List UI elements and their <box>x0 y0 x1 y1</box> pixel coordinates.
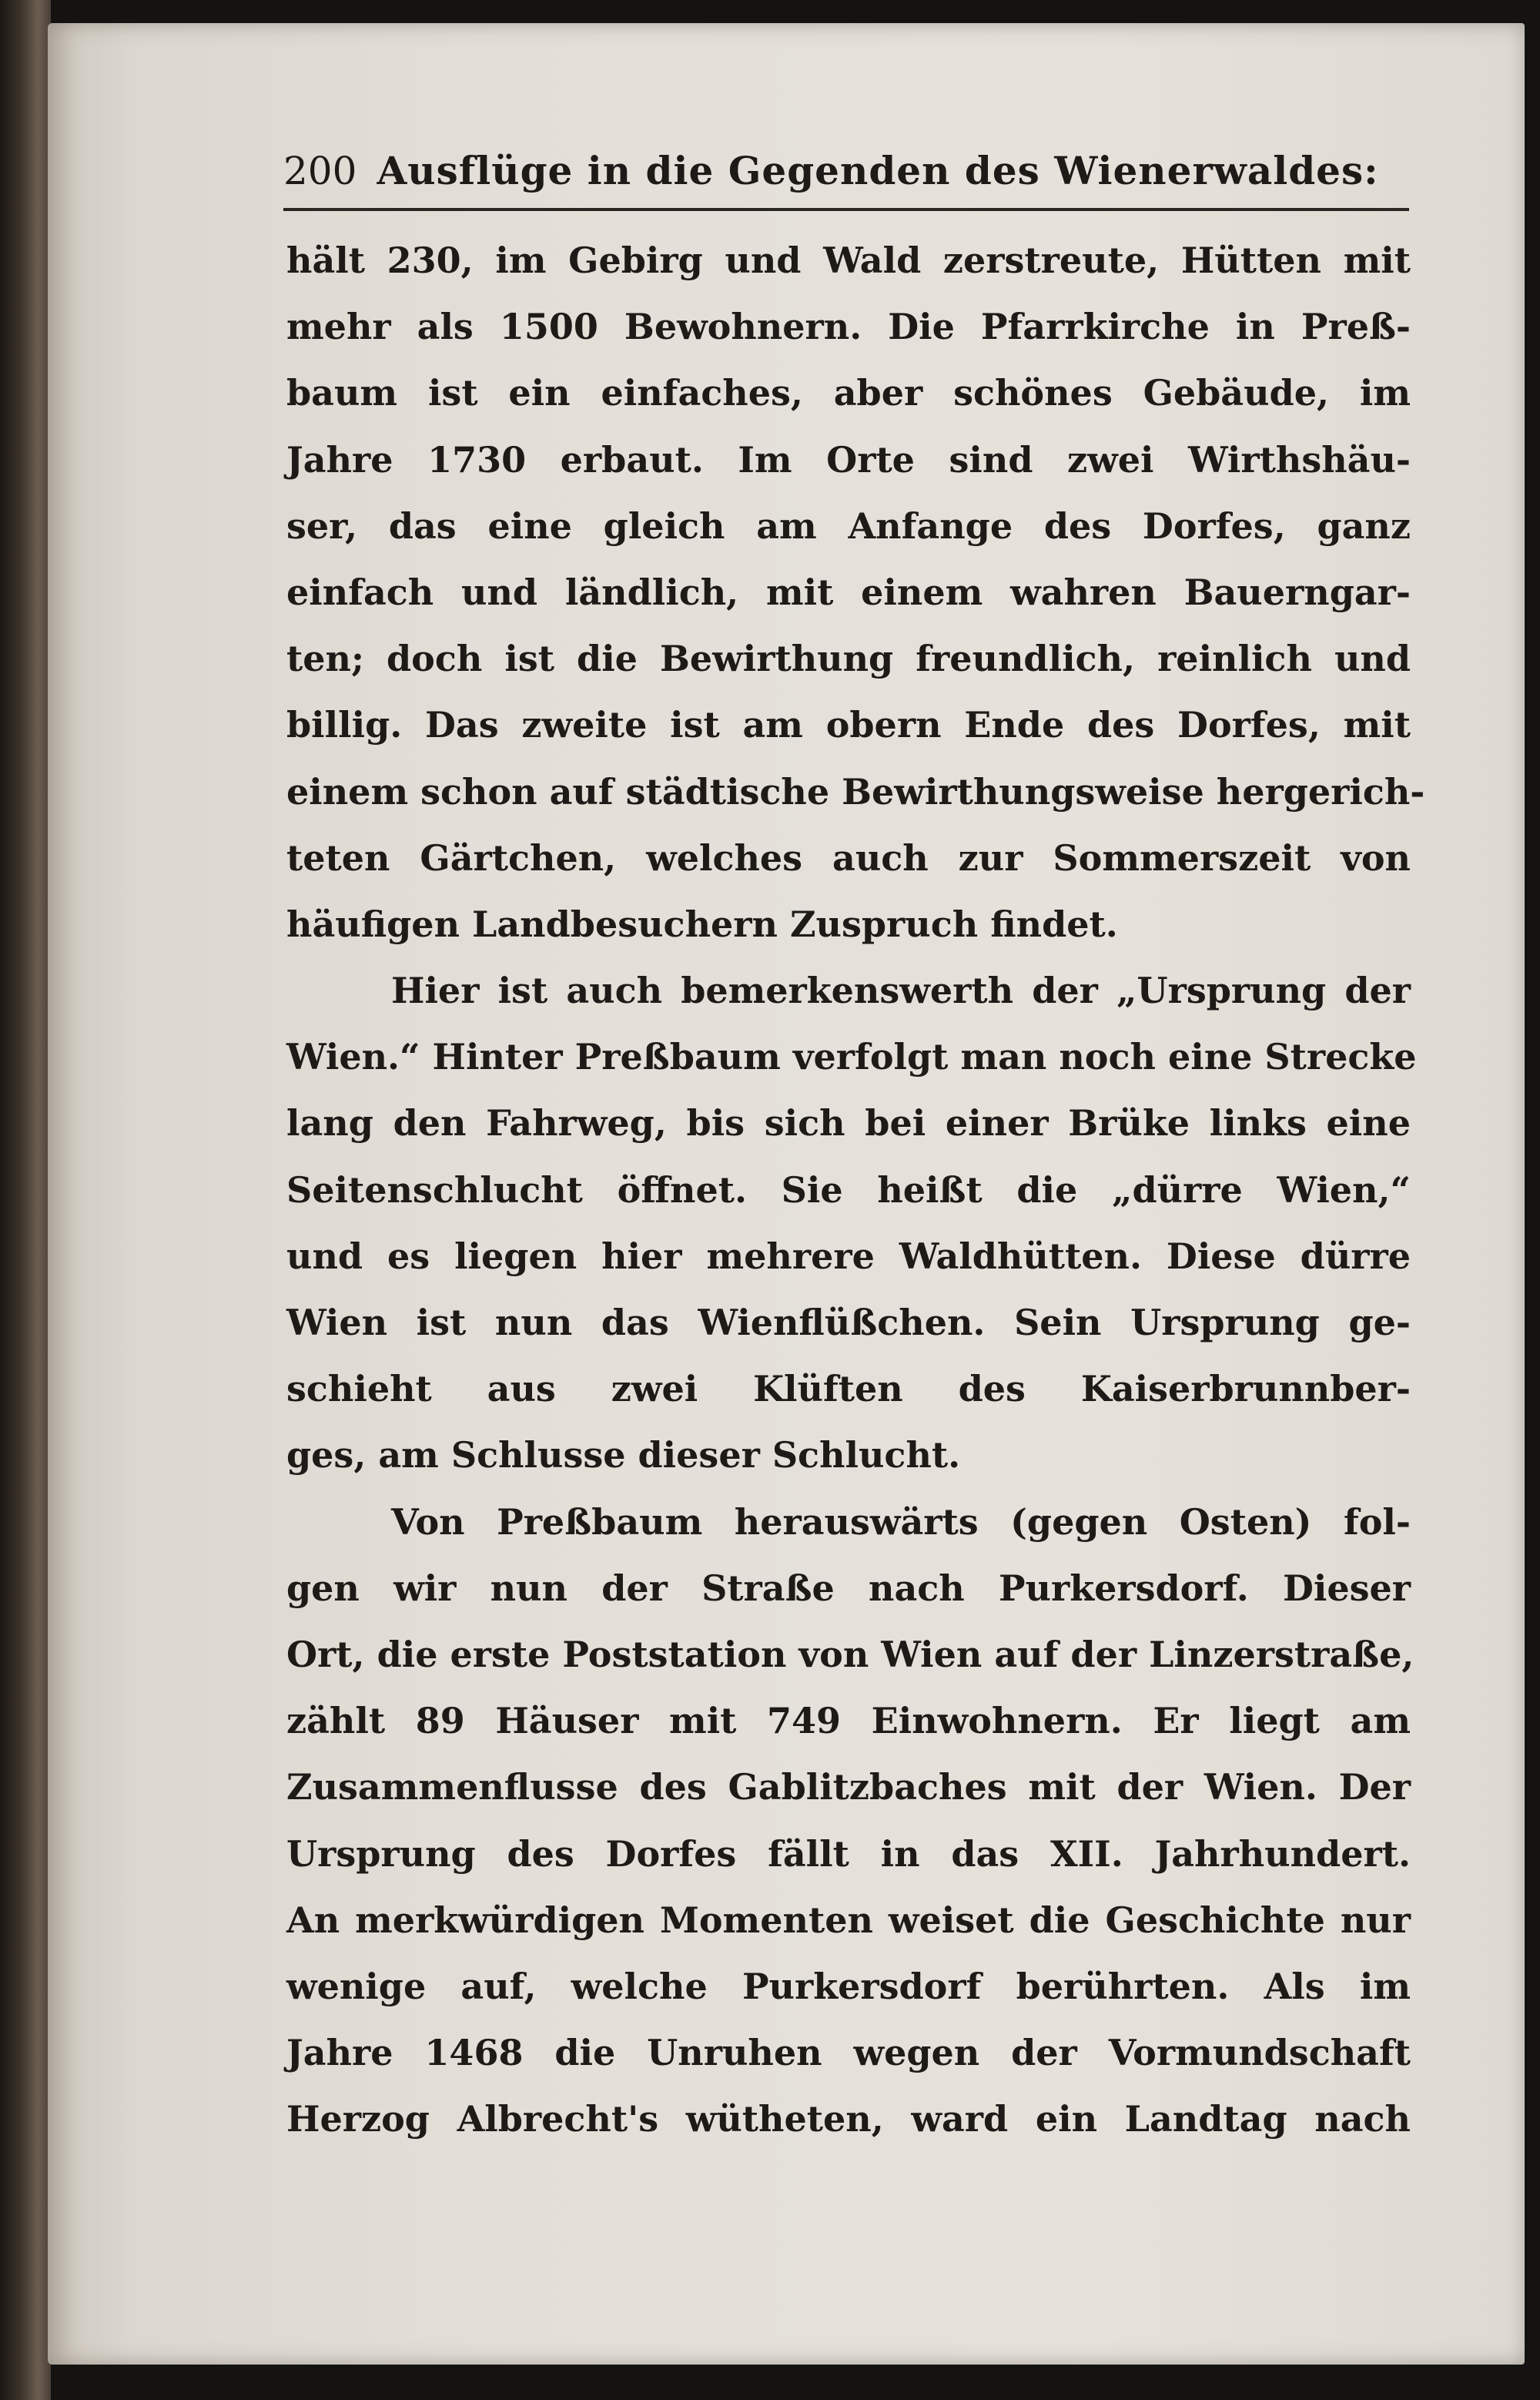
text-line: ges, am Schlusse dieser Schlucht. <box>286 1434 961 1477</box>
book-spine-edge <box>0 0 51 2400</box>
text-line: Seitenschlucht öffnet. Sie heißt die „dürre Wien,“ <box>286 1168 1411 1211</box>
text-line: zählt 89 Häuser mit 749 Einwohnern. Er liegt am <box>286 1700 1411 1742</box>
text-line: wenige auf, welche Purkersdorf berührten. Als im <box>286 1965 1411 2007</box>
text-line: Herzog Albrecht's wütheten, ward ein Landtag nach <box>286 2098 1411 2140</box>
text-line: teten Gärtchen, welches auch zur Sommerszeit von <box>286 836 1411 879</box>
text-line: Jahre 1468 die Unruhen wegen der Vormundschaft <box>286 2032 1411 2074</box>
body-text <box>286 227 1425 2152</box>
text-line: Wien ist nun das Wienflüßchen. Sein Ursprung ge- <box>286 1302 1411 1343</box>
text-line: baum ist ein einfaches, aber schönes Gebäude, im <box>286 372 1411 414</box>
text-line: Hier ist auch bemerkenswerth der „Ursprung der <box>391 970 1411 1012</box>
text-line: hält 230, im Gebirg und Wald zerstreute, Hütten mit <box>286 240 1411 281</box>
text-line: einfach und ländlich, mit einem wahren Bauerngar- <box>286 571 1411 613</box>
text-line: Ursprung des Dorfes fällt in das XII. Jahrhundert. <box>286 1832 1411 1875</box>
text-line: gen wir nun der Straße nach Purkersdorf. Dieser <box>286 1567 1411 1609</box>
text-line: schieht aus zwei Klüften des Kaiserbrunnber- <box>286 1368 1411 1410</box>
text-line: lang den Fahrweg, bis sich bei einer Brüke links eine <box>286 1102 1411 1145</box>
text-line: Ort, die erste Poststation von Wien auf der Linzerstraße, <box>286 1633 1414 1675</box>
running-header <box>283 148 1408 202</box>
text-line: Wien.“ Hinter Preßbaum verfolgt man noch eine Strecke <box>286 1036 1417 1078</box>
text-line: An merkwürdigen Momenten weiset die Geschichte nur <box>286 1899 1411 1941</box>
text-line: Zusammenflusse des Gablitzbaches mit der Wien. Der <box>286 1766 1411 1808</box>
text-line: ser, das eine gleich am Anfange des Dorfes, ganz <box>286 504 1411 547</box>
text-line: einem schon auf städtische Bewirthungsweise hergerich- <box>286 770 1425 813</box>
running-header-title: Ausflüge in die Gegenden des Wienerwaldes: <box>377 148 1379 193</box>
text-line: Von Preßbaum herauswärts (gegen Osten) fol- <box>391 1500 1411 1543</box>
text-line: ten; doch ist die Bewirthung freundlich, reinlich und <box>286 638 1411 680</box>
text-line: Jahre 1730 erbaut. Im Orte sind zwei Wirthshäu- <box>286 438 1411 481</box>
text-line: häufigen Landbesuchern Zuspruch findet. <box>286 903 1118 945</box>
page-number: 200 <box>283 149 357 193</box>
text-line: billig. Das zweite ist am obern Ende des Dorfes, mit <box>286 704 1411 746</box>
text-line: und es liegen hier mehrere Waldhütten. Diese dürre <box>286 1235 1411 1277</box>
header-rule <box>283 208 1409 211</box>
text-line: mehr als 1500 Bewohnern. Die Pfarrkirche in Preß- <box>286 306 1411 348</box>
